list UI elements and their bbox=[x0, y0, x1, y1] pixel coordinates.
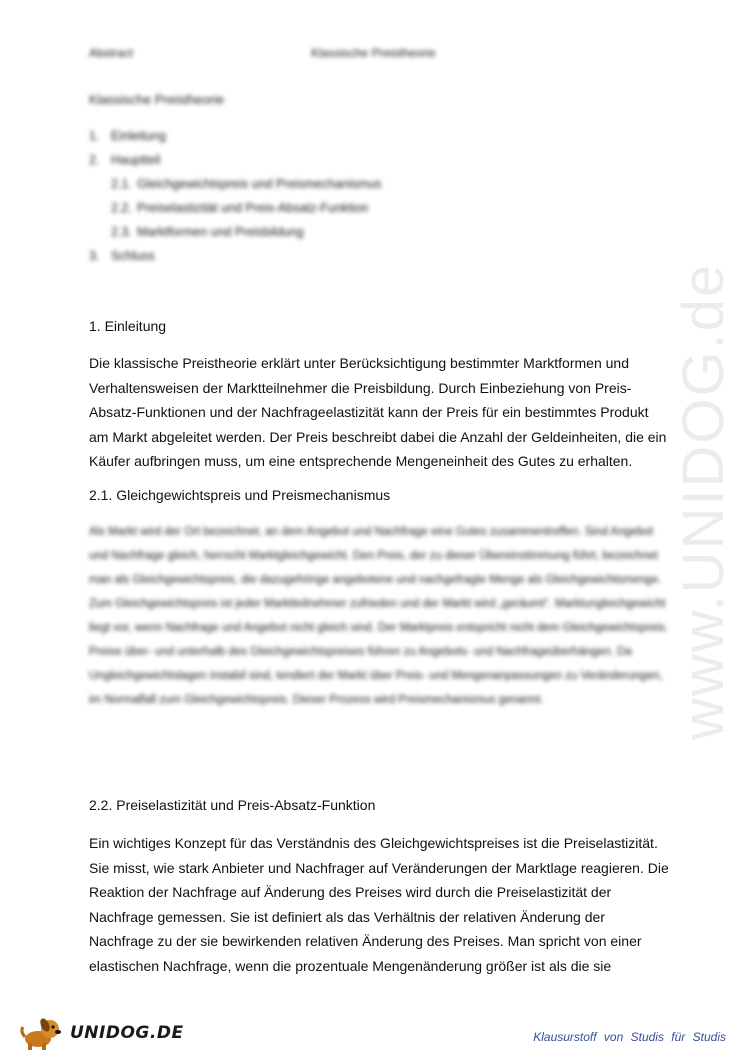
footer-slogan: Klausurstoff von Studis für Studis bbox=[533, 1030, 726, 1044]
toc-item: 1. Einleitung bbox=[89, 129, 166, 143]
section-text-preiselastizitaet: Ein wichtiges Konzept für das Verständnis des Gleichgewichtspreises ist die Preiselastizität. Sie misst, wie stark Anbieter und Nachfrager auf Veränderungen der Marktlage reagieren. Die Reaktion der Nachfrage auf Änderung des Preises wird durch die Preiselastizität der Nachfrage gemessen. Sie ist definiert als das Verhältnis der relativen Änderung der Nachfrage zu der sie bewirkenden relativen Änderung des Preises. Man spricht von einer elastischen Nachfrage, wenn die prozentuale Mengenänderung größer ist als die sie bbox=[89, 835, 669, 974]
section-text-einleitung: Die klassische Preistheorie erklärt unter Berücksichtigung bestimmter Marktformen und Verhaltensweisen der Marktteilnehmer die Preisbildung. Durch Einbeziehung von Preis-Absatz-Funktionen und der Nachfrageelastizität kann der Preis für ein bestimmtes Produkt am Markt abgeleitet werden. Der Preis beschreibt dabei die Anzahl der Geldeinheiten, die ein Käufer aufbringen muss, um eine entsprechende Mengeneinheit des Gutes zu erhalten. bbox=[89, 355, 667, 469]
watermark: www.UNIDOG.de bbox=[671, 262, 736, 740]
toc-item: 2.2. Preiselastizität und Preis-Absatz-Funktion bbox=[111, 201, 369, 215]
unidog-logo bbox=[18, 1015, 184, 1051]
header-right: Klassische Preistheorie bbox=[311, 46, 436, 60]
document-title: Klassische Preistheorie bbox=[89, 92, 225, 107]
toc-item: 2.1. Gleichgewichtspreis und Preismechanismus bbox=[111, 177, 382, 191]
section-heading-gleichgewichtspreis: 2.1. Gleichgewichtspreis und Preismechanismus bbox=[89, 487, 391, 503]
table-of-contents bbox=[89, 124, 382, 268]
toc-item: 3. Schluss bbox=[89, 249, 155, 263]
toc-item: 2. Hauptteil bbox=[89, 153, 161, 167]
brand-name: UNIDOG.DE bbox=[70, 1023, 184, 1043]
toc-item: 2.3. Marktformen und Preisbildung bbox=[111, 225, 304, 239]
dog-icon bbox=[18, 1015, 66, 1051]
section-text-gleichgewichtspreis: Als Markt wird der Ort bezeichnet, an dem Angebot und Nachfrage eine Gutes zusammentreffen. Sind Angebot und Nachfrage gleich, herrscht Marktgleichgewicht. Den Preis, der zu dieser Übereinstimmung führt, bezeichnet man als Gleichgewichtspreis, die dazugehörige angebotene und nachgefragte Menge als Gleichgewichtsmenge. Zum Gleichgewichtspreis ist jeder Marktteilnehmer zufrieden und der Markt wird „geräumt“. Marktungleichgewicht liegt vor, wenn Nachfrage und Angebot nicht gleich sind. Der Marktpreis entspricht nicht dem Gleichgewichtspreis. Preise über- und unterhalb des Gleichgewichtspreises führen zu Angebots- und Nachfrageüberhängen. Da Ungleichgewichtslagen instabil sind, tendiert der Markt über Preis- und Mengenanpassungen zu Veränderungen, im Normalfall zum Gleichgewichtspreis. Dieser Prozess wird Preismechanismus genannt. bbox=[89, 526, 669, 706]
section-heading-preiselastizitaet: 2.2. Preiselastizität und Preis-Absatz-Funktion bbox=[89, 797, 376, 813]
header-left: Abstract bbox=[89, 46, 134, 60]
section-heading-einleitung: 1. Einleitung bbox=[89, 318, 167, 334]
